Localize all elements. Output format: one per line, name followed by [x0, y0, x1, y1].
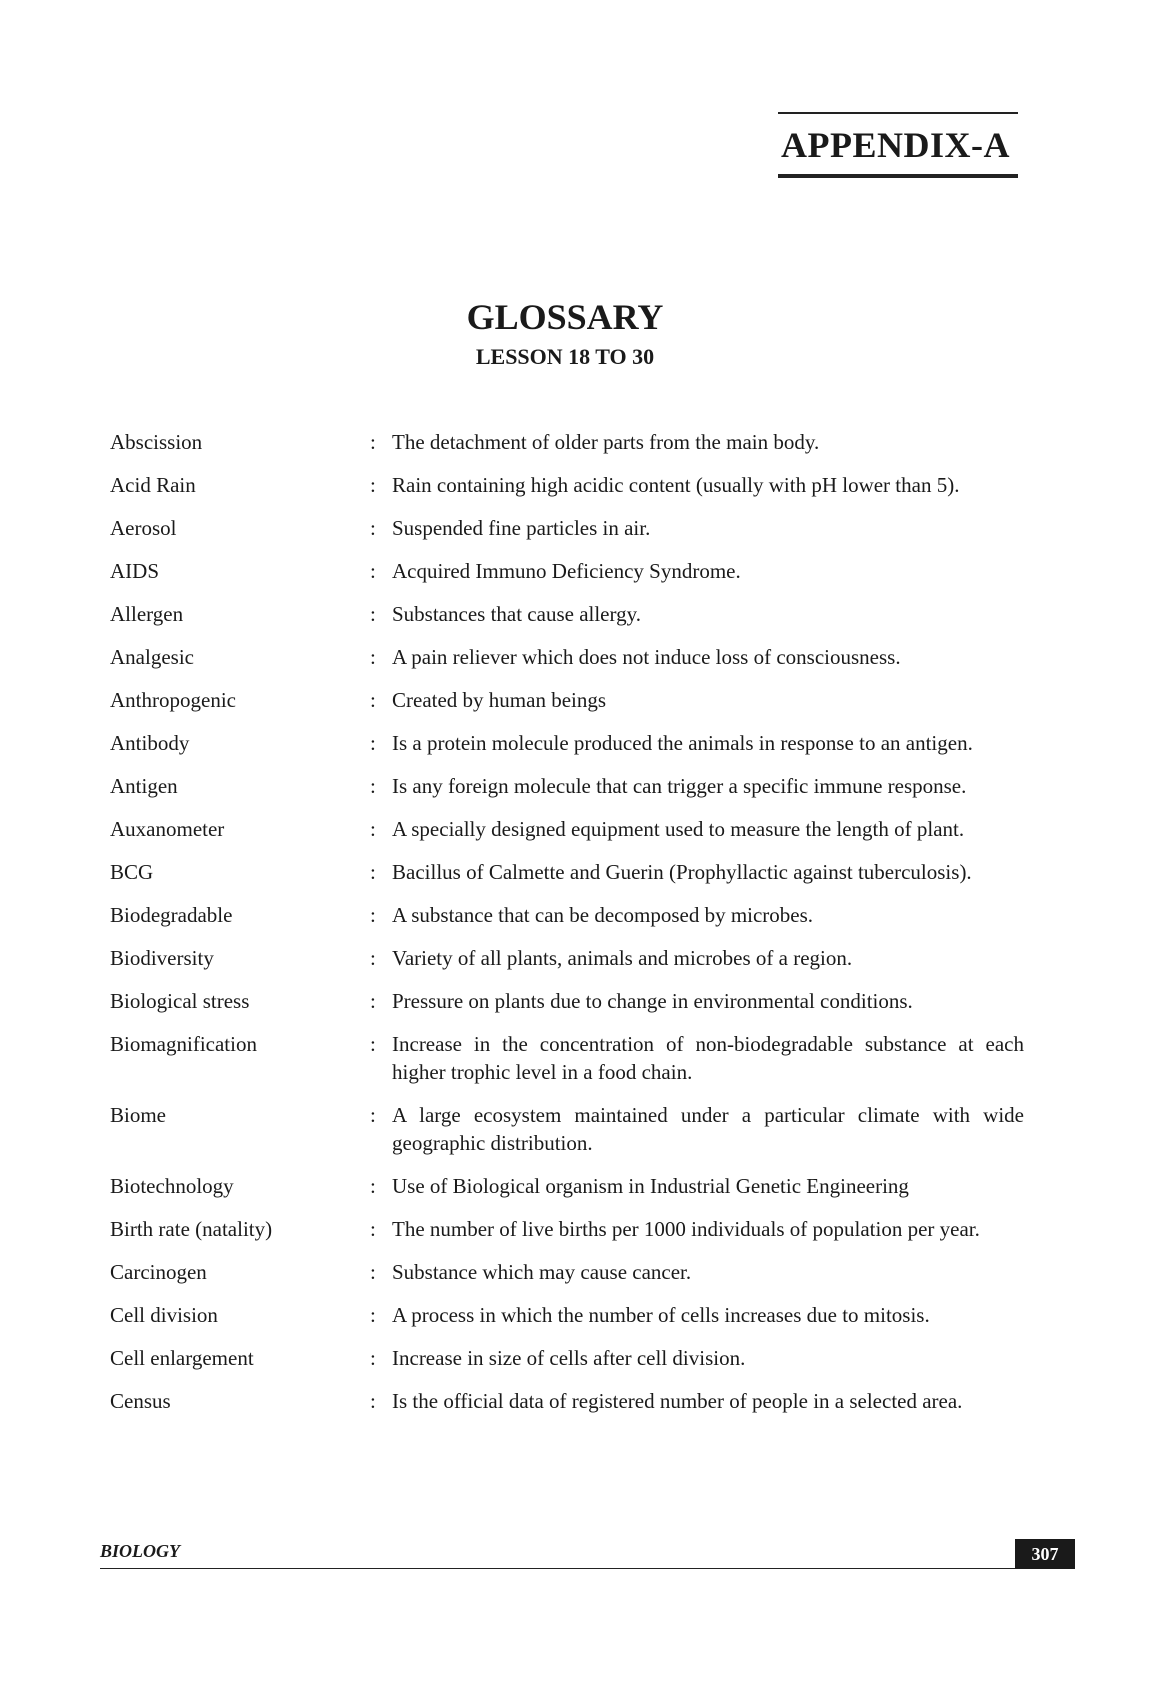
glossary-definition: A process in which the number of cells increases due to mitosis.	[392, 1303, 930, 1327]
glossary-definition: Pressure on plants due to change in environmental conditions.	[392, 989, 913, 1013]
page-title: GLOSSARY	[466, 297, 664, 337]
colon-separator: :	[370, 989, 376, 1013]
glossary-term: Biomagnification	[110, 1032, 257, 1056]
glossary-definition: Created by human beings	[392, 688, 607, 712]
colon-separator: :	[370, 473, 376, 497]
colon-separator: :	[370, 688, 376, 712]
colon-separator: :	[370, 903, 376, 927]
footer-rule	[100, 1568, 1075, 1569]
glossary-entry	[0, 471, 1167, 499]
glossary-term: Biodegradable	[110, 903, 233, 927]
glossary-term: Aerosol	[110, 516, 177, 540]
colon-separator: :	[370, 1303, 376, 1327]
glossary-entry	[0, 944, 1167, 972]
glossary-term: Acid Rain	[110, 473, 196, 497]
glossary-term: Analgesic	[110, 645, 194, 669]
glossary-entry	[0, 686, 1167, 714]
colon-separator: :	[370, 817, 376, 841]
glossary-definition: Suspended fine particles in air.	[392, 516, 651, 540]
glossary-entry	[0, 1215, 1167, 1243]
colon-separator: :	[370, 645, 376, 669]
colon-separator: :	[370, 602, 376, 626]
glossary-definition: Is the official data of registered number of people in a selected area.	[392, 1389, 963, 1413]
glossary-term: Birth rate (natality)	[110, 1217, 273, 1241]
glossary-entry	[0, 514, 1167, 542]
glossary-definition: Use of Biological organism in Industrial Genetic Engineering	[392, 1174, 909, 1198]
glossary-term: Census	[110, 1389, 171, 1413]
glossary-definition: Variety of all plants, animals and microbes of a region.	[392, 946, 853, 970]
glossary-term: Biotechnology	[110, 1174, 234, 1198]
glossary-term: Cell enlargement	[110, 1346, 254, 1370]
glossary-entry	[0, 1301, 1167, 1329]
glossary-term: AIDS	[110, 559, 160, 583]
colon-separator: :	[370, 1346, 376, 1370]
colon-separator: :	[370, 1217, 376, 1241]
glossary-definition: Bacillus of Calmette and Guerin (Prophyllactic against tuberculosis).	[392, 860, 972, 884]
glossary-term: Biome	[110, 1103, 166, 1127]
glossary-definition: A large ecosystem maintained under a particular climate with wide geographic distribution.	[392, 1103, 1024, 1155]
glossary-entry	[0, 1172, 1167, 1200]
glossary-entry	[0, 1387, 1167, 1415]
glossary-definition: Increase in the concentration of non-biodegradable substance at each higher trophic level in a food chain.	[392, 1032, 1024, 1084]
glossary-term: Biodiversity	[110, 946, 214, 970]
glossary-term: BCG	[110, 860, 154, 884]
glossary-term: Anthropogenic	[110, 688, 236, 712]
glossary-definition: The detachment of older parts from the main body.	[392, 430, 820, 454]
colon-separator: :	[370, 1032, 376, 1056]
glossary-entry	[0, 1258, 1167, 1286]
glossary-definition: The number of live births per 1000 individuals of population per year.	[392, 1217, 980, 1241]
glossary-entry	[0, 901, 1167, 929]
glossary-list	[0, 428, 1167, 1430]
glossary-definition: Acquired Immuno Deficiency Syndrome.	[392, 559, 741, 583]
glossary-entry	[0, 815, 1167, 843]
glossary-term: Abscission	[110, 430, 203, 454]
glossary-entry	[0, 729, 1167, 757]
footer-subject: BIOLOGY	[100, 1541, 180, 1561]
glossary-entry	[0, 772, 1167, 800]
glossary-entry	[0, 557, 1167, 585]
glossary-definition: A substance that can be decomposed by microbes.	[392, 903, 814, 927]
glossary-definition: A pain reliever which does not induce loss of consciousness.	[392, 645, 901, 669]
colon-separator: :	[370, 559, 376, 583]
glossary-entry	[0, 858, 1167, 886]
glossary-entry	[0, 1030, 1167, 1086]
glossary-term: Auxanometer	[110, 817, 225, 841]
glossary-definition: Substances that cause allergy.	[392, 602, 642, 626]
glossary-term: Antigen	[110, 774, 178, 798]
glossary-term: Antibody	[110, 731, 190, 755]
glossary-definition: A specially designed equipment used to measure the length of plant.	[392, 817, 965, 841]
colon-separator: :	[370, 516, 376, 540]
glossary-definition: Substance which may cause cancer.	[392, 1260, 692, 1284]
glossary-entry	[0, 428, 1167, 456]
colon-separator: :	[370, 1260, 376, 1284]
appendix-heading: APPENDIX-A	[778, 112, 1018, 178]
colon-separator: :	[370, 1389, 376, 1413]
glossary-definition: Is a protein molecule produced the animals in response to an antigen.	[392, 731, 973, 755]
colon-separator: :	[370, 1174, 376, 1198]
colon-separator: :	[370, 774, 376, 798]
colon-separator: :	[370, 731, 376, 755]
glossary-entry	[0, 600, 1167, 628]
glossary-entry	[0, 1101, 1167, 1157]
colon-separator: :	[370, 946, 376, 970]
glossary-definition: Rain containing high acidic content (usually with pH lower than 5).	[392, 473, 960, 497]
page-subtitle: LESSON 18 TO 30	[475, 344, 655, 369]
colon-separator: :	[370, 860, 376, 884]
glossary-term: Allergen	[110, 602, 184, 626]
glossary-definition: Increase in size of cells after cell division.	[392, 1346, 746, 1370]
colon-separator: :	[370, 1103, 376, 1127]
glossary-entry	[0, 643, 1167, 671]
page-number: 307	[1015, 1539, 1075, 1569]
glossary-term: Cell division	[110, 1303, 218, 1327]
glossary-entry	[0, 987, 1167, 1015]
colon-separator: :	[370, 430, 376, 454]
glossary-entry	[0, 1344, 1167, 1372]
glossary-term: Biological stress	[110, 989, 250, 1013]
glossary-term: Carcinogen	[110, 1260, 207, 1284]
glossary-definition: Is any foreign molecule that can trigger a specific immune response.	[392, 774, 967, 798]
